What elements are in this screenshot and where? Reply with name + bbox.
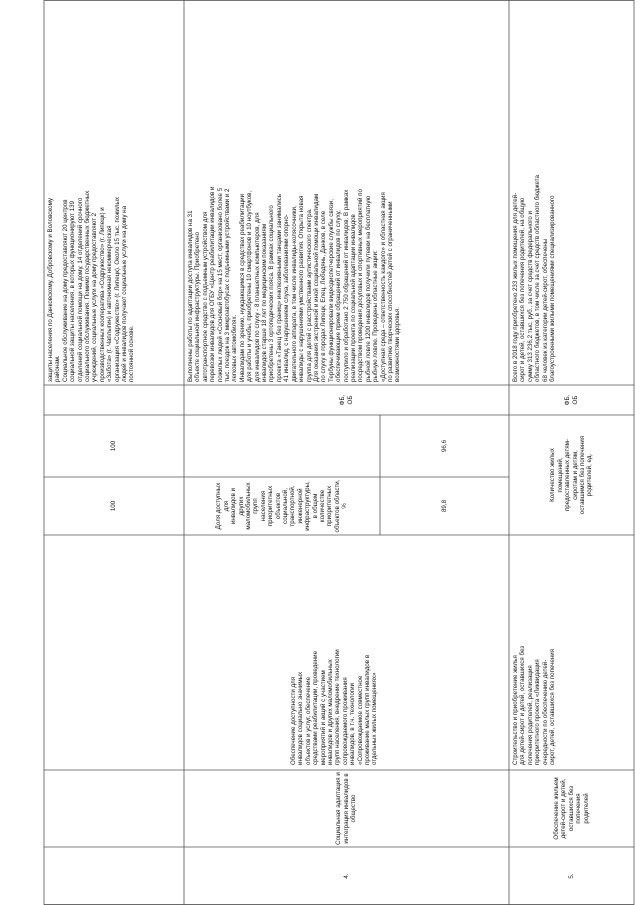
fragment-fact-value: 100 (110, 440, 118, 452)
row4-task: Социальная адаптация и интеграция инвалидов в общество (335, 772, 358, 845)
row4-measure: Обеспечение доступности для инвалидов социально значимых объектов и услуг, обеспечение средствами реабилитации, проведение мероприятий и акций с участием инвалидов и других маломобильных групп населения, внедрение технологии сопровождаемого проживания инвалидов, в т.ч. технологии «Сопровождаемое совместное проживание малых групп инвалидов в отдельных жилых помещениях» (290, 649, 379, 765)
row4-results: Выполнены работы по адаптации доступа инвалидов на 31 объекте социальной инфраструктуры. Приобретено автотранспортное средство с подъемным устройством для перевозки инвалидов для ОГБУ «Центр реабилитации инвалидов и пожилых людей «Сосновый бор» на 15 мест, организовано более 5 тыс. поездок на 3 микроавтобусах с подъемными устройствами и 2 легковых автомобилях. Инвалидам по зрению, нуждающимся в средствах реабилитации для работы и учебы, приобретены 10 смартфонов и 10 ноутбуков, для инвалидов по слуху - 8 планшетных компьютеров, для инвалидов старше 18 лет по медицинским показаниям приобретены 3 ортопедических пояса. В рамках социального проекта «Танец без границ» инклюзивными танцами занимались 41 инвалид, с нарушением слуха, заболеваниями опорно- двигательного аппарата, в том числе инвалиды-колясочники, инвалиды с нарушениями умственного развития. Открыта новая группа для детей с расстройствами аутистического спектра. Для оказания экстренной и иной социальной помощи инвалидам по слуху в городах Липецк, Елец, Лебедянь, Данков, в селе Тербуны функционировали видеодиспетчерские службы связи, обеспечивающие прием обращений от инвалидов по слуху, поступило и обработано 2 750 обращений от инвалидов. В рамках реализации проекта по социальной адаптации инвалидов посредством проведения досуговых и спортивных мероприятий по рыбной ловле 1200 инвалидов получили путевки на бесплатную рыбную ловлю. Проведены областные акции: «Доступная среда – ответственность каждого» и областная акция по развитию творческих способностей детей с ограниченными возможностями здоровья. (187, 186, 402, 382)
row5-funding-source: ФБ, ОБ (564, 394, 579, 406)
row5-indicator: Количество жилых помещений, предоставленных детям- сиротам и детям, оставшимся без попечения родителей, ед. (549, 435, 594, 515)
row4-funding-source: ФБ, ОБ (339, 394, 354, 406)
row5-task: Обеспечение жильем детей-сирот и детей, оставшихся без попечения родителей (552, 777, 590, 840)
fragment-plan-value: 100 (110, 500, 118, 512)
row4-indicator: Доля доступных для инвалидов и других маломобильных групп населения приоритетных объектов социальной, транспортной, инженерной инфраструктуры, в общем количестве приоритетных объектов области, % (215, 479, 349, 533)
row4-number: 4. (342, 873, 350, 879)
row5-number: 5. (567, 873, 575, 879)
row4-plan-value: 89,8 (440, 499, 448, 513)
row4-fact-value: 96,6 (440, 439, 448, 453)
row5-results: Всего в 2018 году приобретено 233 жилых помещения для детей- сирот и детей, оставшихся без попечения родителей, на общую сумму 313 236,2 тыс. руб., за счет средств федерального и областного бюджетов, в том числе за счет средств областного бюджета 68 человек из категории детей-сирот, обеспечены благоустроенными жилыми помещениями специализированного (512, 175, 557, 382)
top-fragment-results: защиты населения по Данковскому, Добровскому и Воловскому районам. Социальное обслуживание на дому предоставляют 20 центров социальной защиты населения, в которых функционируют 139 отделений социальной помощи на дому, 14 отделений срочного социального обслуживания. Помимо государственных бюджетных учреждений, социальные услуги на дому предоставляют 2 производственных кооператива «Содружество» (г. Липецк) и «Забота» (г. Чаплыгин) и автономная некоммерческая организация «Содружество» (г. Липецк). Около 15 тыс. пожилых людей и инвалидов получают социальные услуги на дому на постоянной основе. (47, 190, 136, 382)
row5-measure: Строительство и приобретение жилья для детей-сирот и детей, оставшихся без попечения родителей, реализация приоритетного проекта «Ликвидация очередности по обеспечению детей- сирот, детей, оставшихся без попечения (512, 645, 557, 765)
